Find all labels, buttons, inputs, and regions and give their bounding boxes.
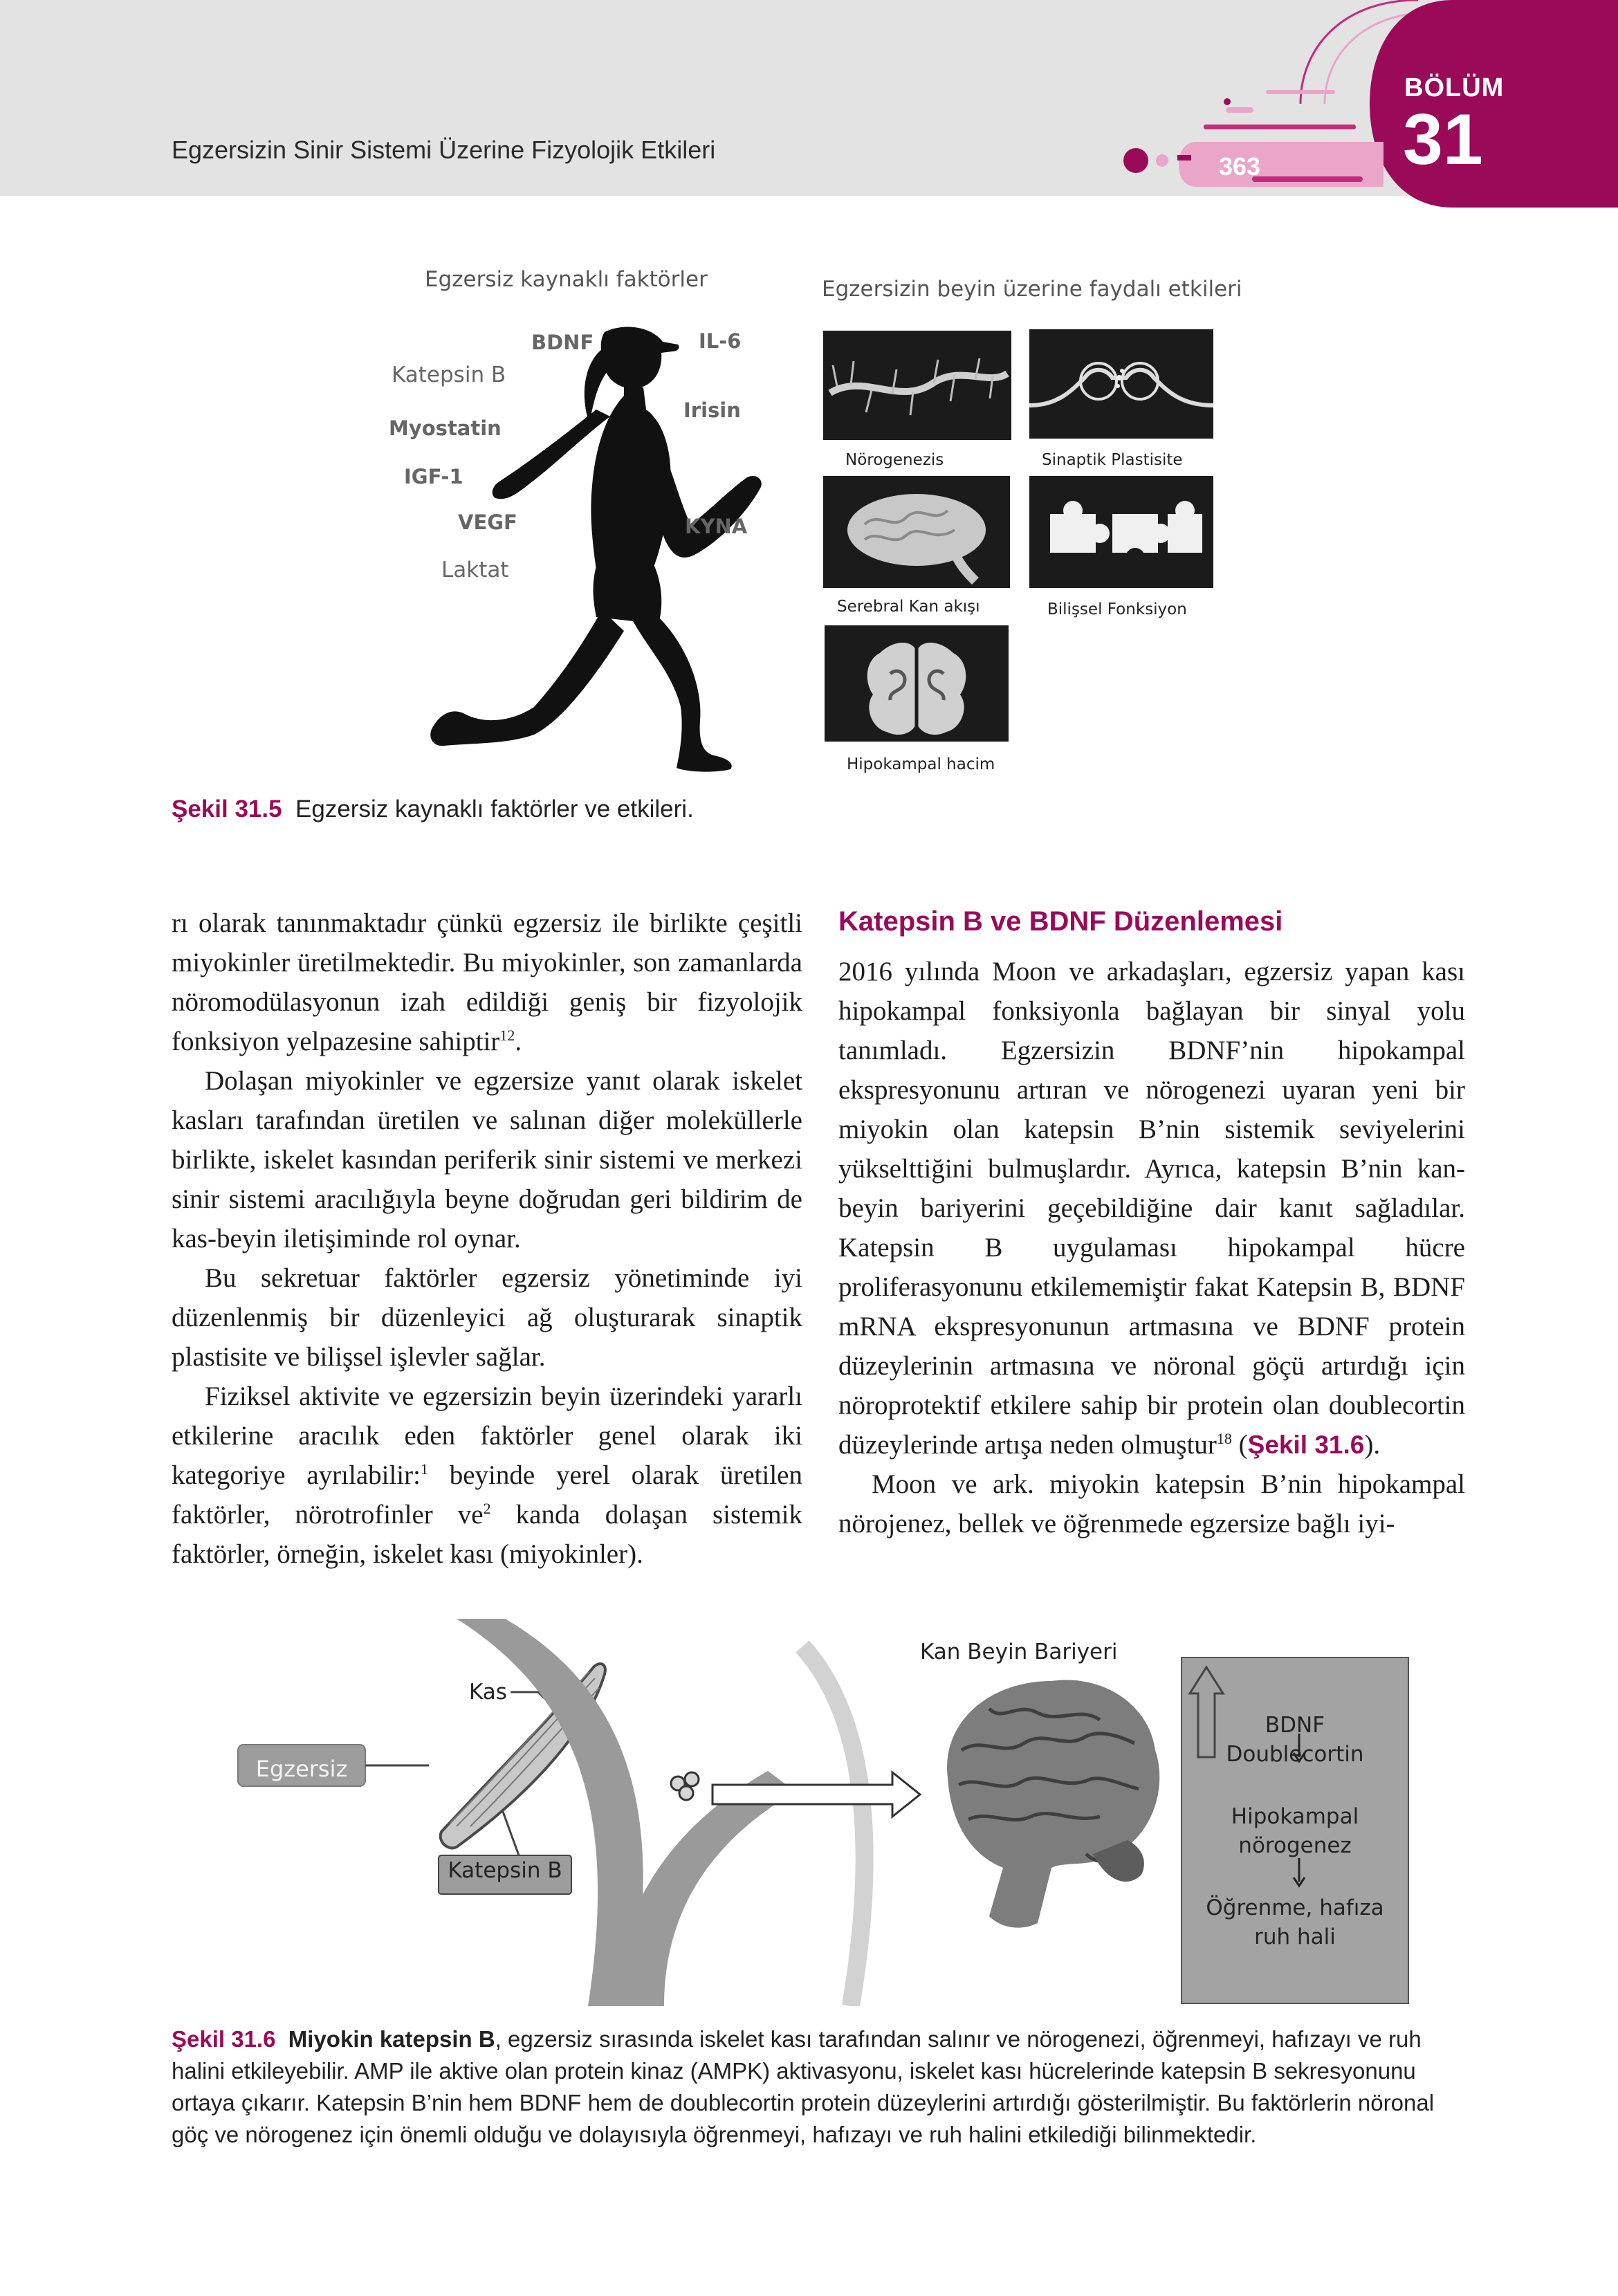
box-mood: ruh hali <box>1254 1925 1336 1949</box>
page-number: 363 <box>1219 152 1261 181</box>
panel-cerebral-blood-flow <box>823 476 1010 588</box>
label-synaptic-plasticity: Sinaptik Plastisite <box>1042 451 1183 469</box>
figure-31-5-caption-label: Şekil 31.5 <box>172 796 282 823</box>
running-title: Egzersizin Sinir Sistemi Üzerine Fizyolojik Etkileri <box>172 136 716 164</box>
factor-vegf: VEGF <box>458 511 517 534</box>
factor-il-6: IL-6 <box>699 329 742 353</box>
label-muscle: Kas <box>469 1680 507 1705</box>
runner-silhouette-icon <box>423 320 783 776</box>
label-hippocampal-volume: Hipokampal hacim <box>847 755 995 773</box>
factor-bdnf: BDNF <box>531 331 594 354</box>
brain-outline-icon <box>825 625 1009 742</box>
box-norogenez: nörogenez <box>1238 1833 1352 1858</box>
figure-31-6-caption <box>172 2023 1464 2151</box>
panel-neurogenesis <box>823 331 1011 440</box>
panel-synaptic-plasticity <box>1029 329 1213 439</box>
label-cerebral-blood-flow: Serebral Kan akışı <box>837 598 980 616</box>
left-paragraph-4: Fiziksel aktivite ve egzersizin beyin üzerindeki yararlı etkilerine aracılık eden faktörler genel olarak iki kategoriye ayrılabilir:$^1$ beyinde yerel olarak üretilen faktörler, nörotrofinler $ve^2$ kanda dolaşan sistemik faktörler, örneğin, iskelet kası (miyokinler). <box>172 1381 802 1569</box>
figure-31-5-left-title: Egzersiz kaynaklı faktörler <box>425 267 708 292</box>
label-exercise: Egzersiz <box>255 1756 348 1782</box>
left-paragraph-2: Dolaşan miyokinler ve egzersize yanıt olarak iskelet kasları tarafından üretilen ve salınan diğer moleküllerle birlikte, iskelet kasından periferik sinir sistemi ve merkezi sinir sistemi aracılığıyla beyne doğrudan geri bildirim de kas-beyin iletişiminde rol oynar. <box>172 1066 802 1253</box>
box-bdnf: BDNF <box>1265 1713 1325 1738</box>
factor-kyna: KYNA <box>685 515 748 538</box>
figure-reference-link[interactable]: Şekil 31.6 <box>1247 1431 1365 1459</box>
label-neurogenesis: Nörogenezis <box>845 451 944 469</box>
figure-31-6-caption-bold: Miyokin katepsin B <box>288 2026 495 2052</box>
panel-hippocampal-volume <box>825 625 1009 742</box>
figure-31-6-caption-label: Şekil 31.6 <box>172 2026 276 2052</box>
label-cathepsin-b: Katepsin B <box>448 1858 562 1883</box>
figure-31-5-caption <box>172 796 694 823</box>
box-learning-memory: Öğrenme, hafıza <box>1206 1895 1384 1920</box>
section-heading: Katepsin B ve BDNF Düzenlemesi <box>838 906 1283 937</box>
neuron-image-icon <box>823 331 1011 440</box>
chapter-number: 31 <box>1403 100 1483 180</box>
brain-image-icon <box>823 476 1010 588</box>
left-paragraph-3: Bu sekretuar faktörler egzersiz yönetiminde iyi düzenlenmiş bir düzenleyici ağ oluşturarak sinaptik plastisite ve bilişsel işlevler sağlar. <box>172 1263 802 1372</box>
brain-image-icon <box>947 1680 1159 1927</box>
right-paragraph-1: 2016 yılında Moon ve arkadaşları, egzersiz yapan kası hipokampal fonksiyonla bağlayan bir sinyal yolu tanımladı. Egzersizin BDNF’nin hipokampal ekspresyonunu artıran ve nörogenezi uyaran yeni bir miyokin olan katepsin B’nin sistemik seviyelerini yükselttiğini bulmuşlardır. Ayrıca, katepsin B’nin kan-beyin bariyerini geçebildiğine dair kanıt sağladılar. Katepsin B uygulaması hipokampal hücre proliferasyonunu etkilememiştir fakat Katepsin B, BDNF mRNA ekspresyonunun artmasına ve BDNF protein düzeylerinin artmasına ve nöronal göçü artırdığı için nöroprotektif etkilere sahip bir protein olan doublecortin düzeylerinde artışa neden olmuştur$^{18}$ (Şekil 31.6). <box>838 957 1465 1460</box>
puzzle-image-icon <box>1029 476 1213 588</box>
factor-irisin: Irisin <box>683 398 741 422</box>
left-column <box>172 903 802 1574</box>
factor-katepsin-b: Katepsin B <box>392 362 506 387</box>
panel-cognitive-function <box>1029 476 1213 588</box>
synapse-image-icon <box>1029 329 1213 439</box>
left-paragraph-1: rı olarak tanınmaktadır çünkü egzersiz ile birlikte çeşitli miyokinler üretilmektedir. Bu miyokinler, son zamanlarda nöromodülasyonun izah edildiği geniş bir fizyolojik fonksiyon yelpazesine sahiptir$^{12}$. <box>172 908 802 1056</box>
factor-igf-1: IGF-1 <box>404 465 463 488</box>
figure-31-6-caption-text: , egzersiz sırasında iskelet kası tarafından salınır ve nörogenezi, öğrenmeyi, hafızayı ve ruh halini etkileyebilir. AMP ile aktive olan protein kinaz (AMPK) aktivasyonu, iskelet kası hücrelerinde katepsin B sekresyonunu ortaya çıkarır. Katepsin B’nin hem BDNF hem de doublecortin protein düzeylerini artırdığı gösterilmiştir. Bu faktörlerin nöronal göç ve nörogenez için önemli olduğu ve dolayısıyla öğrenmeyi, hafızayı ve ruh halini etkilediği bilinmektedir. <box>172 2026 1435 2147</box>
factor-laktat: Laktat <box>441 558 509 582</box>
figure-31-5-caption-text: Egzersiz kaynaklı faktörler ve etkileri. <box>295 796 694 823</box>
label-blood-brain-barrier: Kan Beyin Bariyeri <box>920 1640 1118 1664</box>
box-hipokampal: Hipokampal <box>1231 1804 1359 1829</box>
factor-myostatin: Myostatin <box>389 416 502 440</box>
right-paragraph-2: Moon ve ark. miyokin katepsin B’nin hipokampal nörojenez, bellek ve öğrenmede egzersize bağlı iyi- <box>838 1469 1465 1539</box>
figure-31-5-right-title: Egzersizin beyin üzerine faydalı etkileri <box>822 277 1242 302</box>
chapter-tab-graphic <box>1093 0 1618 208</box>
chapter-label: BÖLÜM <box>1404 73 1505 102</box>
label-cognitive-function: Bilişsel Fonksiyon <box>1047 600 1187 618</box>
right-column <box>838 952 1465 1543</box>
box-doublecortin: Doublecortin <box>1226 1742 1364 1767</box>
